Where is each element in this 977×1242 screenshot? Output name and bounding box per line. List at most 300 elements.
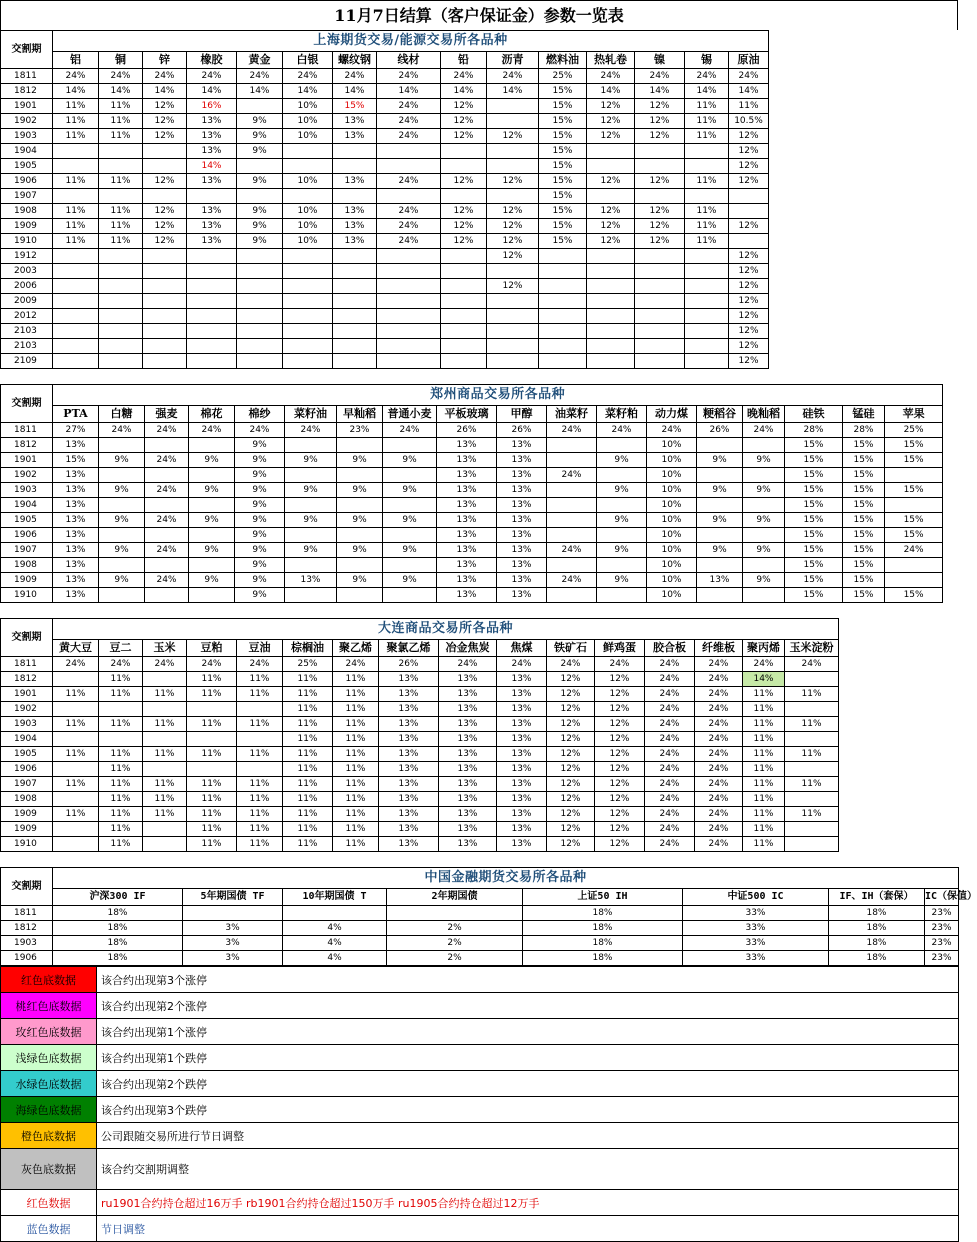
shanghai-delivery-code: 2103 xyxy=(1,339,53,354)
cffex-margin-cell xyxy=(387,906,523,921)
zhengzhou-row xyxy=(1,513,943,528)
dalian-margin-cell: 11% xyxy=(99,837,143,852)
shanghai-margin-cell xyxy=(143,264,187,279)
zhengzhou-margin-cell: 24% xyxy=(647,423,697,438)
zhengzhou-product-header: 锰硅 xyxy=(843,406,885,423)
zhengzhou-margin-cell: 13% xyxy=(437,558,497,573)
dalian-margin-cell: 11% xyxy=(333,837,379,852)
dalian-margin-cell: 24% xyxy=(695,657,743,672)
dalian-margin-cell: 11% xyxy=(283,837,333,852)
zhengzhou-margin-cell: 13% xyxy=(53,588,99,603)
zhengzhou-margin-cell: 9% xyxy=(235,528,285,543)
shanghai-margin-cell xyxy=(487,99,539,114)
shanghai-margin-cell: 10.5% xyxy=(729,114,769,129)
shanghai-margin-cell: 11% xyxy=(685,219,729,234)
zhengzhou-margin-cell: 13% xyxy=(437,543,497,558)
shanghai-margin-cell: 12% xyxy=(441,234,487,249)
dalian-margin-cell: 24% xyxy=(143,657,187,672)
zhengzhou-margin-cell: 9% xyxy=(383,453,437,468)
dalian-delivery-code: 1909 xyxy=(1,822,53,837)
zhengzhou-delivery-code: 1909 xyxy=(1,573,53,588)
cffex-product-header: 10年期国债 T xyxy=(283,889,387,906)
dalian-product-header: 鲜鸡蛋 xyxy=(595,640,645,657)
zhengzhou-margin-cell: 15% xyxy=(785,483,843,498)
shanghai-margin-cell xyxy=(237,159,283,174)
dalian-row xyxy=(1,762,959,777)
zhengzhou-delivery-code: 1906 xyxy=(1,528,53,543)
shanghai-margin-cell xyxy=(635,189,685,204)
zhengzhou-margin-cell: 10% xyxy=(647,498,697,513)
shanghai-margin-cell: 24% xyxy=(377,204,441,219)
dalian-margin-cell: 12% xyxy=(547,792,595,807)
shanghai-margin-cell xyxy=(685,294,729,309)
zhengzhou-margin-cell xyxy=(697,588,743,603)
dalian-margin-cell: 11% xyxy=(143,792,187,807)
shanghai-product-header: 白银 xyxy=(283,52,333,69)
shanghai-blank xyxy=(769,204,959,219)
zhengzhou-margin-cell: 9% xyxy=(189,513,235,528)
shanghai-margin-cell xyxy=(487,189,539,204)
shanghai-margin-cell xyxy=(53,309,99,324)
shanghai-margin-cell xyxy=(53,279,99,294)
zhengzhou-row xyxy=(1,483,943,498)
shanghai-margin-cell xyxy=(587,159,635,174)
dalian-margin-cell: 12% xyxy=(547,747,595,762)
dalian-margin-cell: 11% xyxy=(743,807,785,822)
zhengzhou-margin-cell: 10% xyxy=(647,468,697,483)
shanghai-margin-cell: 24% xyxy=(377,219,441,234)
shanghai-margin-cell xyxy=(685,279,729,294)
cffex-margin-cell: 33% xyxy=(683,906,829,921)
zhengzhou-margin-cell: 24% xyxy=(885,543,943,558)
zhengzhou-margin-cell: 9% xyxy=(235,588,285,603)
zhengzhou-margin-cell: 15% xyxy=(785,498,843,513)
shanghai-margin-cell xyxy=(441,354,487,369)
zhengzhou-margin-cell xyxy=(383,468,437,483)
dalian-margin-cell: 11% xyxy=(743,822,785,837)
shanghai-margin-cell: 12% xyxy=(729,339,769,354)
shanghai-margin-cell xyxy=(283,354,333,369)
zhengzhou-margin-cell: 13% xyxy=(53,438,99,453)
dalian-margin-cell: 11% xyxy=(237,792,283,807)
zhengzhou-margin-cell: 13% xyxy=(53,513,99,528)
cffex-margin-cell: 33% xyxy=(683,921,829,936)
shanghai-margin-cell xyxy=(53,144,99,159)
cffex-product-header: IC（保值） xyxy=(925,889,959,906)
zhengzhou-margin-cell: 9% xyxy=(337,513,383,528)
cffex-margin-cell: 3% xyxy=(183,936,283,951)
dalian-product-header: 铁矿石 xyxy=(547,640,595,657)
dalian-margin-cell xyxy=(785,837,839,852)
dalian-blank xyxy=(839,777,959,792)
cffex-margin-cell: 3% xyxy=(183,951,283,966)
cffex-product-header: 2年期国债 xyxy=(387,889,523,906)
dalian-margin-cell: 24% xyxy=(645,807,695,822)
zhengzhou-margin-cell: 13% xyxy=(497,483,547,498)
dalian-margin-cell: 12% xyxy=(547,777,595,792)
shanghai-margin-cell xyxy=(99,264,143,279)
dalian-margin-cell: 24% xyxy=(695,672,743,687)
dalian-margin-cell xyxy=(785,822,839,837)
zhengzhou-margin-cell: 9% xyxy=(189,543,235,558)
shanghai-margin-cell xyxy=(377,144,441,159)
dalian-margin-cell: 13% xyxy=(439,672,497,687)
zhengzhou-product-header: 硅铁 xyxy=(785,406,843,423)
shanghai-product-header: 沥青 xyxy=(487,52,539,69)
shanghai-margin-cell xyxy=(53,249,99,264)
zhengzhou-margin-cell: 9% xyxy=(99,513,145,528)
zhengzhou-margin-cell: 24% xyxy=(145,453,189,468)
shanghai-margin-cell: 13% xyxy=(187,204,237,219)
shanghai-margin-cell xyxy=(143,249,187,264)
dalian-margin-cell: 12% xyxy=(595,687,645,702)
shanghai-margin-cell: 12% xyxy=(729,129,769,144)
shanghai-margin-cell xyxy=(143,279,187,294)
legend-swatch: 水绿色底数据 xyxy=(1,1071,97,1097)
shanghai-margin-cell: 11% xyxy=(53,129,99,144)
dalian-margin-cell: 11% xyxy=(333,807,379,822)
zhengzhou-margin-cell: 13% xyxy=(53,558,99,573)
dalian-margin-cell: 11% xyxy=(785,747,839,762)
shanghai-margin-cell: 24% xyxy=(283,69,333,84)
dalian-margin-cell: 12% xyxy=(595,837,645,852)
dalian-product-header: 豆油 xyxy=(237,640,283,657)
shanghai-product-header: 铜 xyxy=(99,52,143,69)
zhengzhou-margin-cell: 13% xyxy=(497,528,547,543)
shanghai-margin-cell xyxy=(441,279,487,294)
shanghai-margin-cell: 15% xyxy=(539,234,587,249)
zhengzhou-margin-cell xyxy=(597,588,647,603)
dalian-product-header: 豆粕 xyxy=(187,640,237,657)
dalian-delivery-code: 1904 xyxy=(1,732,53,747)
shanghai-margin-cell xyxy=(187,324,237,339)
zhengzhou-margin-cell: 24% xyxy=(235,423,285,438)
dalian-margin-cell: 11% xyxy=(237,837,283,852)
shanghai-blank xyxy=(769,294,959,309)
zhengzhou-margin-cell: 9% xyxy=(337,543,383,558)
shanghai-row xyxy=(1,174,959,189)
shanghai-margin-cell: 15% xyxy=(539,174,587,189)
shanghai-table xyxy=(0,30,959,369)
dalian-margin-cell: 24% xyxy=(595,657,645,672)
shanghai-delivery-code: 1904 xyxy=(1,144,53,159)
zhengzhou-margin-cell: 9% xyxy=(337,483,383,498)
shanghai-margin-cell: 11% xyxy=(685,174,729,189)
zhengzhou-margin-cell xyxy=(189,468,235,483)
shanghai-margin-cell xyxy=(333,159,377,174)
dalian-margin-cell: 13% xyxy=(379,777,439,792)
dalian-margin-cell xyxy=(187,762,237,777)
zhengzhou-margin-cell: 13% xyxy=(53,498,99,513)
dalian-delivery-code: 1812 xyxy=(1,672,53,687)
zhengzhou-margin-cell xyxy=(189,438,235,453)
cffex-margin-cell: 18% xyxy=(829,951,925,966)
shanghai-margin-cell: 12% xyxy=(729,294,769,309)
zhengzhou-margin-cell xyxy=(547,558,597,573)
zhengzhou-margin-cell xyxy=(547,588,597,603)
dalian-blank xyxy=(839,702,959,717)
legend-row xyxy=(1,1019,959,1045)
shanghai-margin-cell: 13% xyxy=(187,219,237,234)
shanghai-margin-cell xyxy=(587,264,635,279)
dalian-margin-cell xyxy=(99,732,143,747)
zhengzhou-delivery-code: 1812 xyxy=(1,438,53,453)
shanghai-margin-cell: 9% xyxy=(237,144,283,159)
zhengzhou-margin-cell: 23% xyxy=(337,423,383,438)
legend-swatch: 红色数据 xyxy=(1,1190,97,1216)
shanghai-margin-cell xyxy=(333,339,377,354)
dalian-margin-cell: 13% xyxy=(379,762,439,777)
dalian-delivery-code: 1811 xyxy=(1,657,53,672)
shanghai-margin-cell xyxy=(539,249,587,264)
dalian-margin-cell: 11% xyxy=(283,687,333,702)
shanghai-margin-cell: 24% xyxy=(587,69,635,84)
shanghai-margin-cell: 9% xyxy=(237,204,283,219)
dalian-margin-cell: 11% xyxy=(53,747,99,762)
dalian-margin-cell: 11% xyxy=(187,687,237,702)
cffex-margin-cell: 3% xyxy=(183,921,283,936)
shanghai-margin-cell: 24% xyxy=(377,129,441,144)
zhengzhou-margin-cell: 13% xyxy=(437,483,497,498)
shanghai-margin-cell xyxy=(377,249,441,264)
legend-description: 公司跟随交易所进行节日调整 xyxy=(97,1123,959,1149)
zhengzhou-margin-cell: 10% xyxy=(647,588,697,603)
dalian-margin-cell xyxy=(785,672,839,687)
shanghai-margin-cell xyxy=(487,354,539,369)
legend-row xyxy=(1,967,959,993)
dalian-product-header: 焦煤 xyxy=(497,640,547,657)
zhengzhou-margin-cell: 13% xyxy=(437,438,497,453)
zhengzhou-margin-cell: 9% xyxy=(697,453,743,468)
shanghai-margin-cell: 12% xyxy=(441,114,487,129)
dalian-row xyxy=(1,717,959,732)
shanghai-margin-cell xyxy=(187,189,237,204)
dalian-row xyxy=(1,687,959,702)
shanghai-margin-cell: 12% xyxy=(635,219,685,234)
legend-description: 节日调整 xyxy=(97,1216,959,1242)
zhengzhou-margin-cell xyxy=(189,528,235,543)
shanghai-margin-cell: 24% xyxy=(377,69,441,84)
dalian-margin-cell: 24% xyxy=(439,657,497,672)
zhengzhou-margin-cell xyxy=(547,483,597,498)
shanghai-margin-cell: 11% xyxy=(99,204,143,219)
dalian-margin-cell: 24% xyxy=(99,657,143,672)
zhengzhou-margin-cell: 13% xyxy=(497,438,547,453)
dalian-margin-cell: 11% xyxy=(333,792,379,807)
zhengzhou-margin-cell xyxy=(99,498,145,513)
shanghai-margin-cell xyxy=(587,189,635,204)
zhengzhou-delivery-code: 1902 xyxy=(1,468,53,483)
shanghai-product-header: 锡 xyxy=(685,52,729,69)
shanghai-margin-cell: 12% xyxy=(143,204,187,219)
shanghai-blank xyxy=(769,309,959,324)
dalian-margin-cell: 11% xyxy=(99,747,143,762)
zhengzhou-margin-cell: 13% xyxy=(497,468,547,483)
legend-description: 该合约交割期调整 xyxy=(97,1149,959,1190)
dalian-margin-cell xyxy=(785,762,839,777)
dalian-margin-cell: 11% xyxy=(53,687,99,702)
zhengzhou-margin-cell: 24% xyxy=(145,573,189,588)
shanghai-margin-cell xyxy=(53,264,99,279)
dalian-margin-cell: 24% xyxy=(695,837,743,852)
dalian-blank xyxy=(839,672,959,687)
dalian-margin-cell xyxy=(237,762,283,777)
cffex-row xyxy=(1,921,959,936)
dalian-exchange-title: 大连商品交易所各品种 xyxy=(53,619,839,640)
zhengzhou-margin-cell: 15% xyxy=(843,558,885,573)
zhengzhou-margin-cell xyxy=(285,558,337,573)
cffex-margin-cell: 18% xyxy=(829,921,925,936)
zhengzhou-row xyxy=(1,528,943,543)
shanghai-margin-cell xyxy=(187,249,237,264)
shanghai-margin-cell xyxy=(333,264,377,279)
shanghai-blank xyxy=(769,264,959,279)
shanghai-margin-cell xyxy=(685,339,729,354)
zhengzhou-margin-cell: 9% xyxy=(235,558,285,573)
zhengzhou-margin-cell: 9% xyxy=(337,573,383,588)
dalian-margin-cell: 11% xyxy=(743,777,785,792)
dalian-margin-cell: 12% xyxy=(595,732,645,747)
shanghai-margin-cell: 12% xyxy=(487,204,539,219)
dalian-margin-cell xyxy=(237,732,283,747)
dalian-product-header: 聚乙烯 xyxy=(333,640,379,657)
dalian-margin-cell: 11% xyxy=(237,807,283,822)
shanghai-margin-cell: 24% xyxy=(377,99,441,114)
shanghai-product-header: 原油 xyxy=(729,52,769,69)
zhengzhou-margin-cell: 9% xyxy=(235,438,285,453)
zhengzhou-margin-cell: 9% xyxy=(743,453,785,468)
shanghai-margin-cell: 13% xyxy=(333,174,377,189)
shanghai-margin-cell: 15% xyxy=(539,84,587,99)
dalian-margin-cell: 24% xyxy=(695,822,743,837)
zhengzhou-margin-cell: 15% xyxy=(885,483,943,498)
shanghai-margin-cell: 24% xyxy=(377,114,441,129)
dalian-delivery-code: 1909 xyxy=(1,807,53,822)
dalian-margin-cell: 13% xyxy=(497,672,547,687)
shanghai-delivery-code: 1912 xyxy=(1,249,53,264)
dalian-margin-cell: 11% xyxy=(743,732,785,747)
shanghai-margin-cell: 24% xyxy=(377,174,441,189)
shanghai-margin-cell xyxy=(237,279,283,294)
zhengzhou-margin-cell: 13% xyxy=(437,468,497,483)
zhengzhou-margin-cell xyxy=(383,588,437,603)
dalian-margin-cell xyxy=(143,762,187,777)
zhengzhou-margin-cell xyxy=(285,498,337,513)
shanghai-margin-cell: 24% xyxy=(635,69,685,84)
dalian-margin-cell: 11% xyxy=(187,792,237,807)
zhengzhou-margin-cell: 13% xyxy=(437,498,497,513)
zhengzhou-margin-cell: 9% xyxy=(743,543,785,558)
zhengzhou-margin-cell: 13% xyxy=(53,483,99,498)
shanghai-margin-cell xyxy=(441,324,487,339)
dalian-margin-cell: 24% xyxy=(695,762,743,777)
dalian-margin-cell: 24% xyxy=(645,822,695,837)
dalian-margin-cell: 13% xyxy=(379,807,439,822)
zhengzhou-margin-cell: 9% xyxy=(383,543,437,558)
dalian-row xyxy=(1,792,959,807)
dalian-margin-cell: 12% xyxy=(547,687,595,702)
cffex-margin-cell: 18% xyxy=(53,921,183,936)
dalian-margin-cell: 24% xyxy=(695,732,743,747)
shanghai-margin-cell: 10% xyxy=(283,204,333,219)
dalian-margin-cell: 11% xyxy=(743,687,785,702)
dalian-product-header: 玉米 xyxy=(143,640,187,657)
legend-row xyxy=(1,1123,959,1149)
shanghai-margin-cell xyxy=(99,354,143,369)
shanghai-margin-cell xyxy=(487,324,539,339)
shanghai-margin-cell xyxy=(729,204,769,219)
shanghai-margin-cell: 12% xyxy=(143,99,187,114)
zhengzhou-margin-cell: 9% xyxy=(597,483,647,498)
shanghai-margin-cell: 11% xyxy=(53,219,99,234)
zhengzhou-margin-cell xyxy=(189,498,235,513)
shanghai-margin-cell xyxy=(487,144,539,159)
cffex-margin-cell: 23% xyxy=(925,921,959,936)
zhengzhou-product-header: 白糖 xyxy=(99,406,145,423)
zhengzhou-product-header: 棉花 xyxy=(189,406,235,423)
shanghai-margin-cell: 10% xyxy=(283,174,333,189)
shanghai-blank xyxy=(769,69,959,84)
shanghai-margin-cell xyxy=(587,354,635,369)
cffex-row xyxy=(1,951,959,966)
shanghai-margin-cell xyxy=(685,354,729,369)
shanghai-margin-cell xyxy=(539,354,587,369)
zhengzhou-margin-cell xyxy=(285,528,337,543)
shanghai-blank xyxy=(769,324,959,339)
zhengzhou-margin-cell: 15% xyxy=(785,438,843,453)
legend-swatch: 蓝色数据 xyxy=(1,1216,97,1242)
shanghai-margin-cell: 15% xyxy=(539,114,587,129)
zhengzhou-margin-cell xyxy=(99,468,145,483)
shanghai-margin-cell: 24% xyxy=(685,69,729,84)
shanghai-margin-cell xyxy=(487,159,539,174)
dalian-margin-cell: 13% xyxy=(439,732,497,747)
zhengzhou-margin-cell: 9% xyxy=(383,573,437,588)
zhengzhou-margin-cell: 10% xyxy=(647,513,697,528)
shanghai-margin-cell: 15% xyxy=(539,129,587,144)
dalian-margin-cell: 12% xyxy=(595,822,645,837)
dalian-product-header: 冶金焦炭 xyxy=(439,640,497,657)
zhengzhou-product-header: PTA xyxy=(53,406,99,423)
legend-description: 该合约出现第2个涨停 xyxy=(97,993,959,1019)
zhengzhou-margin-cell xyxy=(743,558,785,573)
zhengzhou-margin-cell: 9% xyxy=(189,453,235,468)
shanghai-blank xyxy=(769,114,959,129)
shanghai-blank xyxy=(769,189,959,204)
zhengzhou-margin-cell xyxy=(597,438,647,453)
shanghai-margin-cell xyxy=(635,309,685,324)
shanghai-margin-cell: 14% xyxy=(53,84,99,99)
legend-description: 该合约出现第1个涨停 xyxy=(97,1019,959,1045)
zhengzhou-margin-cell xyxy=(547,513,597,528)
shanghai-margin-cell: 12% xyxy=(587,234,635,249)
shanghai-margin-cell: 12% xyxy=(487,279,539,294)
zhengzhou-margin-cell: 10% xyxy=(647,558,697,573)
dalian-row xyxy=(1,747,959,762)
shanghai-product-header: 黄金 xyxy=(237,52,283,69)
zhengzhou-margin-cell xyxy=(285,438,337,453)
legend-swatch: 玫红色底数据 xyxy=(1,1019,97,1045)
dalian-row xyxy=(1,837,959,852)
dalian-product-header: 豆二 xyxy=(99,640,143,657)
shanghai-margin-cell xyxy=(539,264,587,279)
zhengzhou-margin-cell: 24% xyxy=(189,423,235,438)
dalian-delivery-code: 1901 xyxy=(1,687,53,702)
shanghai-margin-cell xyxy=(99,189,143,204)
zhengzhou-margin-cell: 24% xyxy=(145,423,189,438)
dalian-product-header: 聚氯乙烯 xyxy=(379,640,439,657)
dalian-row xyxy=(1,822,959,837)
